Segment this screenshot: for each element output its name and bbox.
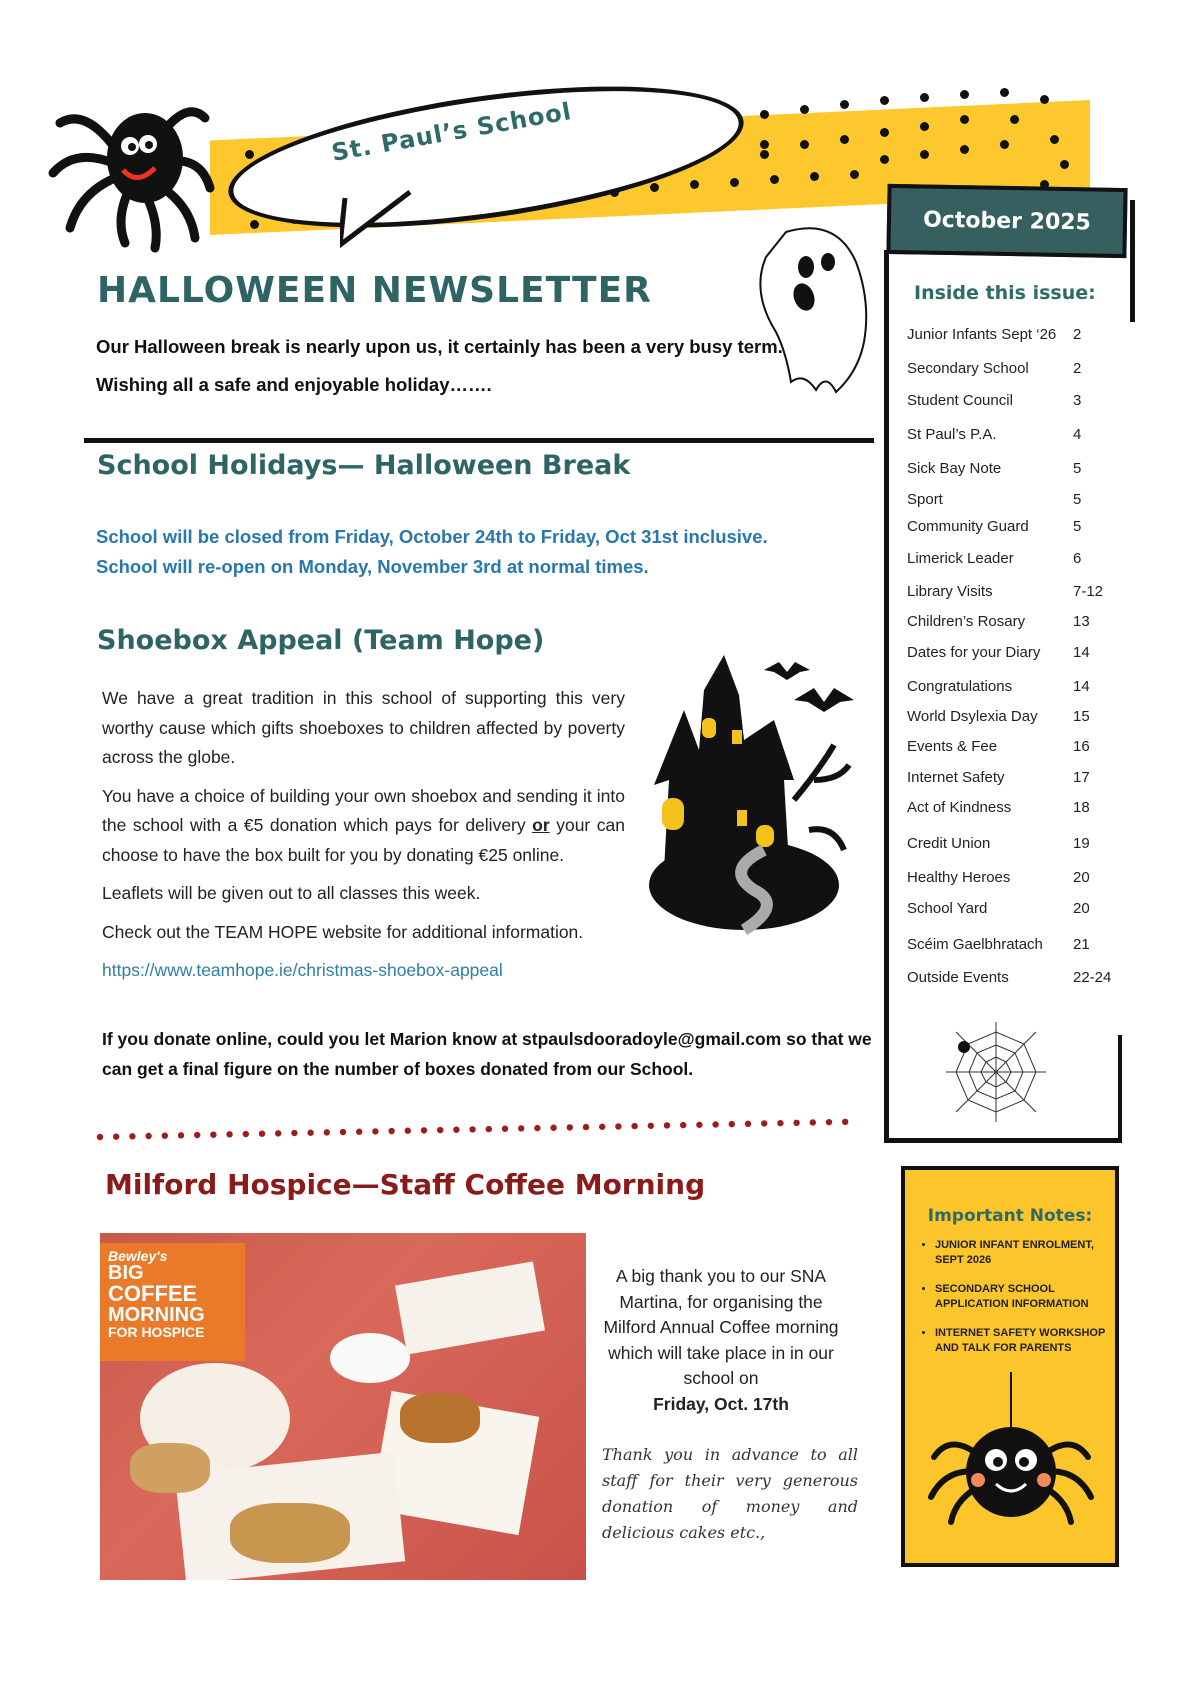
divider-dot	[518, 1125, 524, 1131]
decorative-dot	[850, 170, 859, 179]
paragraph: We have a great tradition in this school of supporting this very worthy cause which gifts shoeboxes to children affected by poverty across the globe.	[102, 688, 625, 767]
holidays-line: School will be closed from Friday, October 24th to Friday, Oct 31st inclusive.	[96, 526, 768, 547]
section-divider	[84, 438, 874, 443]
divider-dot	[113, 1133, 119, 1139]
sidebar-border	[1118, 1035, 1122, 1143]
decorative-dot	[920, 150, 929, 159]
divider-dot	[324, 1129, 330, 1135]
note-item: • JUNIOR INFANT ENROLMENT, SEPT 2026	[935, 1238, 1115, 1268]
decorative-dot	[1050, 135, 1059, 144]
divider-dot	[810, 1119, 816, 1125]
text: your can choose to have the box built for you by donating €25 online.	[102, 815, 626, 865]
toc-item[interactable]	[907, 426, 1117, 443]
divider-dot	[826, 1119, 832, 1125]
divider-dot	[259, 1131, 265, 1137]
newsletter-title: HALLOWEEN NEWSLETTER	[97, 270, 652, 311]
decorative-dot	[245, 150, 254, 159]
divider-dot	[696, 1122, 702, 1128]
donation-note: If you donate online, could you let Marion know at stpaulsdooradoyle@gmail.com so that we can get a final figure on the number of boxes donated from our School.	[102, 1029, 872, 1079]
toc-item[interactable]	[907, 969, 1117, 986]
decorative-dot	[960, 90, 969, 99]
divider-dot	[388, 1128, 394, 1134]
toc-page: 18	[1073, 799, 1090, 816]
toc-label: Sport	[907, 491, 943, 508]
decorative-dot	[1010, 115, 1019, 124]
divider-dot	[372, 1128, 378, 1134]
divider-dot	[777, 1120, 783, 1126]
spider-web-icon	[941, 1017, 1051, 1127]
toc-page: 5	[1073, 460, 1082, 477]
divider-dot	[631, 1123, 637, 1129]
toc-item[interactable]	[907, 708, 1117, 725]
note-item: • SECONDARY SCHOOL APPLICATION INFORMATION	[935, 1282, 1115, 1312]
toc-item[interactable]	[907, 900, 1117, 917]
decorative-dot	[250, 220, 259, 229]
shoebox-heading: Shoebox Appeal (Team Hope)	[97, 625, 545, 656]
note-item: • INTERNET SAFETY WORKSHOP AND TALK FOR PARENTS	[935, 1326, 1115, 1356]
decorative-dot	[920, 122, 929, 131]
toc-label: Community Guard	[907, 518, 1029, 535]
paragraph: Check out the TEAM HOPE website for additional information.	[102, 921, 584, 942]
logo-text: Bewley's	[108, 1248, 168, 1264]
decorative-dot	[1060, 160, 1069, 169]
divider-dot	[453, 1127, 459, 1133]
divider-dot	[243, 1131, 249, 1137]
logo-text: MORNING	[108, 1304, 205, 1326]
toc-page: 7-12	[1073, 583, 1104, 600]
toc-label: Dates for your Diary	[907, 644, 1041, 661]
divider-dot	[97, 1134, 103, 1140]
paragraph: Leaflets will be given out to all classes this week.	[102, 883, 481, 903]
decorative-dot	[840, 100, 849, 109]
toc-label: Congratulations	[907, 678, 1013, 695]
intro-line: Our Halloween break is nearly upon us, it certainly has been a very busy term.	[96, 336, 783, 357]
toc-item[interactable]	[907, 769, 1117, 786]
text: You have a choice of building your own shoebox and sending it into the school with a €5 donation which pays for delivery	[102, 785, 625, 835]
toc-item[interactable]	[907, 460, 1117, 477]
thank-you-note: Thank you in advance to all staff for their very generous donation of money and delicious cakes etc.,	[602, 1445, 858, 1542]
toc-label: Junior Infants Sept ‘26	[907, 326, 1057, 343]
holidays-heading: School Holidays— Halloween Break	[97, 450, 631, 481]
toc-item[interactable]	[907, 550, 1117, 567]
divider-dot	[567, 1124, 573, 1130]
toc-label: Secondary School	[907, 360, 1029, 377]
toc-item[interactable]	[907, 613, 1117, 630]
decorative-dot	[880, 96, 889, 105]
sidebar-border	[884, 250, 889, 1143]
toc-item[interactable]	[907, 835, 1117, 852]
dotted-divider	[95, 1110, 855, 1144]
caption-text: A big thank you to our SNA Martina, for organising the Milford Annual Coffee morning which will take place in in our school on	[603, 1266, 839, 1388]
toc-page: 16	[1073, 738, 1090, 755]
decorative-dot	[760, 150, 769, 159]
toc-page: 5	[1073, 491, 1082, 508]
decorative-dot	[760, 140, 769, 149]
decorative-dot	[1000, 88, 1009, 97]
divider-dot	[178, 1132, 184, 1138]
toc-item[interactable]	[907, 678, 1117, 695]
toc-page: 13	[1073, 613, 1090, 630]
toc-page: 17	[1073, 769, 1090, 786]
intro-line: Wishing all a safe and enjoyable holiday…….	[96, 374, 492, 395]
holidays-text	[96, 522, 768, 582]
divider-dot	[340, 1129, 346, 1135]
toc-label: Children’s Rosary	[907, 613, 1026, 630]
holidays-line: School will re-open on Monday, November 3rd at normal times.	[96, 556, 649, 577]
toc-item[interactable]	[907, 869, 1117, 886]
divider-dot	[729, 1121, 735, 1127]
toc-label: St Paul’s P.A.	[907, 426, 997, 443]
toc-page: 21	[1073, 936, 1090, 953]
toc-label: Credit Union	[907, 835, 991, 852]
toc-page: 22-24	[1073, 969, 1112, 986]
toc-item[interactable]	[907, 326, 1117, 343]
divider-dot	[842, 1119, 848, 1125]
toc-label: Student Council	[907, 392, 1013, 409]
toc-label: Scéim Gaelbhratach	[907, 936, 1043, 953]
decorative-dot	[810, 172, 819, 181]
haunted-house-icon	[644, 650, 880, 935]
decorative-dot	[960, 115, 969, 124]
important-notes-list	[919, 1238, 1115, 1370]
decorative-dot	[880, 155, 889, 164]
toc-item[interactable]	[907, 799, 1117, 816]
school-name: St. Paul’s School	[329, 97, 574, 167]
decorative-dot	[1040, 95, 1049, 104]
decorative-dot	[760, 110, 769, 119]
decorative-dot	[960, 145, 969, 154]
decorative-dot	[1000, 140, 1009, 149]
toc-item[interactable]	[907, 644, 1117, 661]
spider-icon	[45, 78, 220, 253]
divider-dot	[550, 1125, 556, 1131]
divider-dot	[648, 1123, 654, 1129]
toc-item[interactable]	[907, 360, 1117, 377]
toc-heading: Inside this issue:	[914, 282, 1096, 304]
divider-dot	[162, 1132, 168, 1138]
divider-dot	[793, 1120, 799, 1126]
toc-label: Limerick Leader	[907, 550, 1014, 567]
issue-date-banner: October 2025	[886, 184, 1127, 258]
toc-item[interactable]	[907, 491, 1117, 508]
divider-dot	[664, 1122, 670, 1128]
toc-page: 2	[1073, 360, 1082, 377]
toc-page: 14	[1073, 644, 1090, 661]
toc-page: 14	[1073, 678, 1090, 695]
divider-dot	[712, 1121, 718, 1127]
decorative-dot	[880, 128, 889, 137]
toc-page: 19	[1073, 835, 1090, 852]
teamhope-link[interactable]: https://www.teamhope.ie/christmas-shoebox-appeal	[102, 960, 503, 980]
divider-dot	[421, 1127, 427, 1133]
coffee-morning-caption	[596, 1264, 846, 1417]
toc-page: 2	[1073, 326, 1082, 343]
toc-page: 15	[1073, 708, 1090, 725]
divider-dot	[761, 1120, 767, 1126]
paragraph	[102, 782, 625, 871]
decorative-dot	[840, 135, 849, 144]
toc-label: Healthy Heroes	[907, 869, 1011, 886]
important-notes-heading: Important Notes:	[927, 1206, 1093, 1226]
decorative-dot	[690, 180, 699, 189]
coffee-morning-date: Friday, Oct. 17th	[653, 1393, 789, 1414]
sidebar-border	[884, 1138, 1122, 1143]
divider-dot	[145, 1133, 151, 1139]
divider-dot	[680, 1122, 686, 1128]
toc-label: Sick Bay Note	[907, 460, 1002, 477]
toc-label: Events & Fee	[907, 738, 998, 755]
divider-dot	[502, 1126, 508, 1132]
logo-text: BIG	[108, 1262, 144, 1284]
toc-label: School Yard	[907, 900, 988, 917]
toc-item[interactable]	[907, 518, 1117, 535]
divider-dot	[405, 1128, 411, 1134]
toc-label: Internet Safety	[907, 769, 1005, 786]
divider-dot	[583, 1124, 589, 1130]
coffee-morning-photo	[100, 1233, 586, 1580]
toc-label: Outside Events	[907, 969, 1009, 986]
decorative-dot	[800, 105, 809, 114]
divider-dot	[210, 1131, 216, 1137]
decorative-dot	[800, 140, 809, 149]
speech-bubble-tail	[340, 190, 420, 250]
shoebox-body	[102, 684, 625, 995]
logo-text: COFFEE	[108, 1281, 198, 1306]
toc-page: 20	[1073, 900, 1090, 917]
toc-page: 20	[1073, 869, 1090, 886]
divider-dot	[356, 1129, 362, 1135]
decorative-dot	[770, 175, 779, 184]
decorative-dot	[920, 93, 929, 102]
divider-dot	[599, 1124, 605, 1130]
divider-dot	[534, 1125, 540, 1131]
bewleys-logo	[100, 1243, 245, 1361]
decorative-dot	[650, 183, 659, 192]
divider-dot	[437, 1127, 443, 1133]
toc-page: 6	[1073, 550, 1082, 567]
toc-label: Act of Kindness	[907, 799, 1012, 816]
emphasis-or: or	[532, 815, 550, 835]
toc-item[interactable]	[907, 936, 1117, 953]
divider-dot	[469, 1126, 475, 1132]
divider-dot	[307, 1130, 313, 1136]
divider-dot	[615, 1123, 621, 1129]
toc-item[interactable]	[907, 392, 1117, 409]
toc-page: 3	[1073, 392, 1082, 409]
intro-text	[96, 328, 783, 404]
divider-dot	[226, 1131, 232, 1137]
toc-label: World Dsylexia Day	[907, 708, 1038, 725]
divider-dot	[291, 1130, 297, 1136]
divider-dot	[194, 1132, 200, 1138]
divider-dot	[486, 1126, 492, 1132]
toc-item[interactable]	[907, 583, 1117, 600]
divider-dot	[745, 1121, 751, 1127]
hanging-spider-icon	[926, 1372, 1096, 1537]
decorative-dot	[730, 178, 739, 187]
logo-text: FOR HOSPICE	[108, 1324, 205, 1340]
coffee-morning-heading: Milford Hospice—Staff Coffee Morning	[105, 1168, 706, 1201]
toc-page: 4	[1073, 426, 1082, 443]
sidebar-border	[1130, 200, 1135, 322]
toc-label: Library Visits	[907, 583, 993, 600]
divider-dot	[275, 1130, 281, 1136]
toc-page: 5	[1073, 518, 1082, 535]
toc-item[interactable]	[907, 738, 1117, 755]
divider-dot	[129, 1133, 135, 1139]
